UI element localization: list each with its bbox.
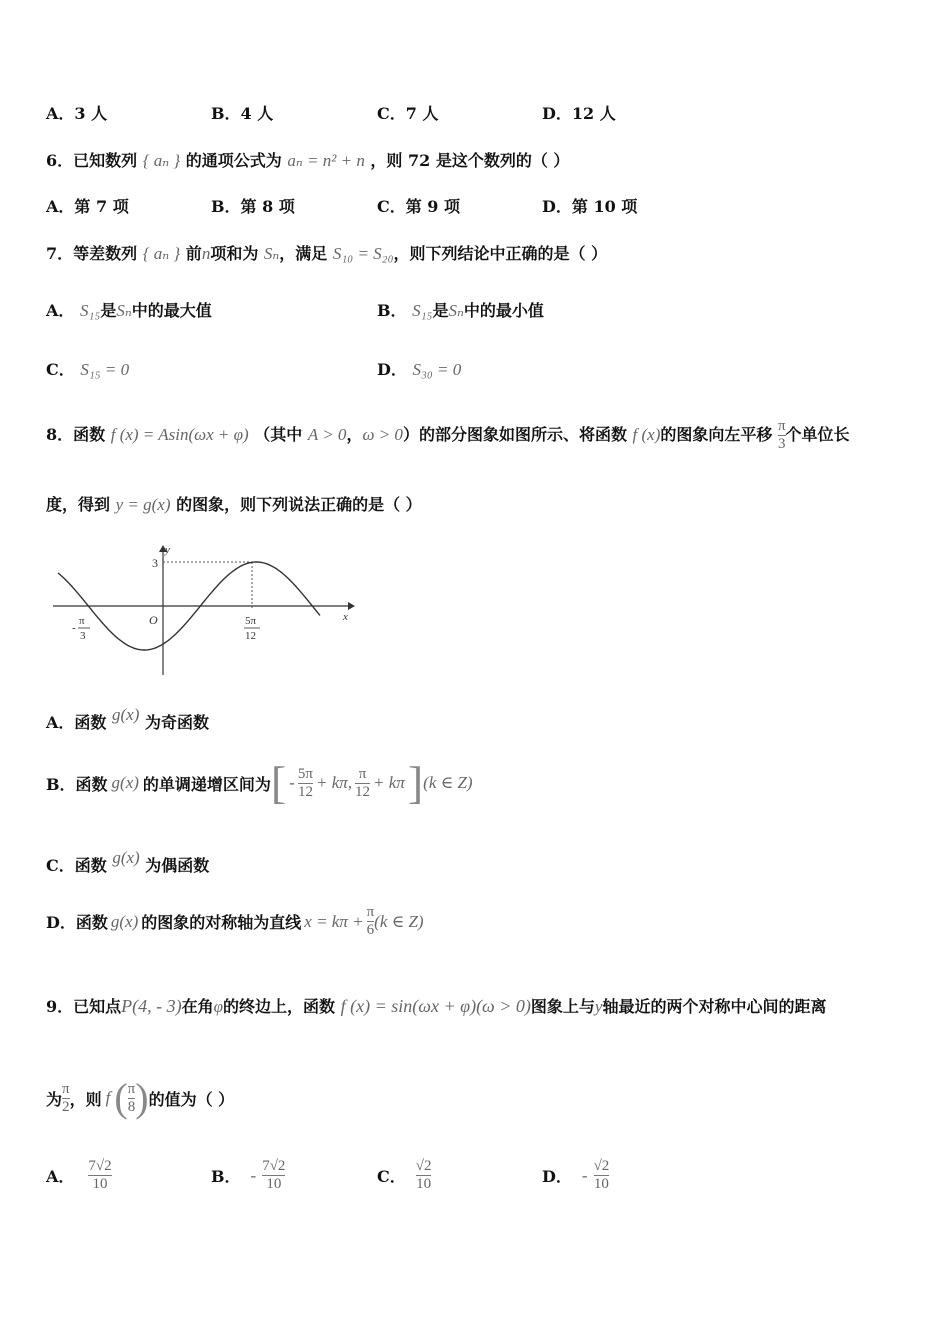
q9-number: 9．已知点 — [46, 997, 122, 1016]
q8-text-2: ）的部分图象如图所示、将函数 — [402, 425, 627, 444]
q8-option-a-label: A．函数 — [46, 713, 107, 732]
q9-phi: φ — [213, 997, 224, 1016]
q7-option-d-math: S₃₀ = 0 — [412, 360, 462, 379]
q7-text-1: 前 — [185, 244, 202, 263]
q6-number: 6．已知数列 — [46, 151, 138, 170]
q9-text-3: 图象上与 — [530, 997, 595, 1016]
q5-option-a: A．3 人 — [46, 104, 108, 123]
q7-sequence: { aₙ } — [142, 244, 181, 263]
q7-option-a — [46, 298, 212, 321]
question-6 — [46, 148, 569, 171]
q9-option-c — [377, 1158, 431, 1193]
q6-option-d: D．第 10 项 — [542, 197, 638, 216]
q7-text-3: ，满足 — [279, 244, 328, 263]
q8-option-c-label: C．函数 — [46, 856, 107, 875]
q8-option-d-label: D．函数 — [46, 913, 108, 932]
q8-option-b-f2-den: 12 — [355, 783, 371, 800]
q8-option-b-label: B．函数 — [46, 774, 108, 794]
q9-function: f (x) = sin(ωx + φ)(ω > 0) — [340, 996, 531, 1016]
q9-line2-b: ，则 — [69, 1089, 102, 1109]
q9-option-d-den: 10 — [593, 1176, 609, 1192]
q9-line2-c: 的值为（ ） — [148, 1089, 235, 1109]
q8-option-d-k: (k ∈ Z) — [374, 911, 424, 931]
q8-option-d-fraction — [367, 904, 375, 939]
q5-option-d: D．12 人 — [542, 104, 616, 123]
q8-text-3: 的图象向左平移 — [660, 425, 773, 444]
q6-formula: aₙ = n² + n — [287, 151, 365, 170]
q8-option-b — [46, 757, 473, 808]
graph-pos-tick-den: 12 — [245, 630, 256, 642]
q8-option-b-minus: - — [289, 773, 295, 792]
q8-function-graph — [48, 540, 358, 680]
graph-neg-tick-sign: - — [72, 622, 76, 634]
q6-sequence: { aₙ } — [142, 151, 181, 170]
q8-text-1: （其中 — [254, 425, 303, 444]
q9-arg-num: π — [127, 1080, 136, 1097]
q9-text-2: 的终边上，函数 — [223, 997, 336, 1016]
q8-shift-fraction — [778, 418, 786, 453]
q9-option-d — [542, 1158, 609, 1193]
q9-option-a-label: A． — [46, 1167, 75, 1186]
q7-sn: Sₙ — [263, 244, 280, 263]
q8-comma: ， — [346, 425, 363, 444]
q9-d-num: π — [62, 1080, 70, 1097]
q9-option-b-num: 7√2 — [262, 1158, 286, 1174]
q8-line2-b: 的图象，则下列说法正确的是（ ） — [176, 495, 422, 514]
left-paren-icon: ( — [114, 1075, 128, 1120]
q7-option-d-label: D． — [377, 360, 407, 379]
q8-option-b-f1-num: 5π — [297, 765, 313, 782]
question-8-line-2 — [46, 492, 422, 515]
q9-option-a — [46, 1158, 112, 1193]
q9-option-c-fraction — [416, 1158, 432, 1193]
q9-option-b-label: B． — [211, 1167, 241, 1186]
right-bracket-icon: ] — [407, 757, 424, 808]
q8-option-a-text: 为奇函数 — [144, 713, 209, 732]
q8-option-b-g: g(x) — [111, 773, 139, 792]
q8-option-b-fraction-2 — [355, 766, 370, 801]
question-9-line-2 — [46, 1075, 235, 1120]
q7-number: 7．等差数列 — [46, 244, 138, 263]
q9-text-4: 轴最近的两个对称中心间的距离 — [602, 997, 827, 1016]
q9-point: P(4, - 3) — [121, 996, 182, 1016]
q8-cond-a: A > 0 — [307, 425, 347, 444]
q8-option-b-k: (k ∈ Z) — [423, 773, 473, 792]
q9-option-d-num: √2 — [593, 1158, 610, 1174]
q7-option-d — [377, 357, 461, 380]
left-bracket-icon: [ — [270, 757, 287, 808]
q7-option-c — [46, 357, 129, 380]
question-8-line-1 — [46, 418, 850, 453]
q5-option-c: C．7 人 — [377, 104, 439, 123]
q8-text-4: 个单位长 — [785, 425, 850, 444]
q8-number: 8．函数 — [46, 425, 106, 444]
q9-f: f — [105, 1088, 111, 1107]
q7-option-c-label: C． — [46, 360, 75, 379]
q7-option-c-math: S₁₅ = 0 — [80, 360, 130, 379]
q7-text-2: 项和为 — [210, 244, 259, 263]
graph-origin: O — [149, 613, 158, 627]
q5-option-b: B．4 人 — [211, 104, 274, 123]
q9-option-b — [211, 1158, 285, 1193]
graph-neg-tick-den: 3 — [80, 630, 86, 642]
q6-option-c: C．第 9 项 — [377, 197, 461, 216]
question-7 — [46, 241, 607, 264]
graph-pos-tick-num: 5π — [245, 615, 257, 627]
right-paren-icon: ) — [135, 1075, 149, 1120]
q8-option-a — [46, 705, 209, 733]
q7-option-a-s15: S₁₅ — [80, 301, 101, 320]
q8-option-d-g: g(x) — [110, 911, 139, 931]
question-9-line-1 — [46, 994, 826, 1017]
q8-option-c — [46, 848, 210, 876]
q9-option-a-den: 10 — [92, 1176, 108, 1192]
q8-option-d-text: 的图象的对称轴为直线 — [141, 913, 302, 932]
q8-function: f (x) = Asin(ωx + φ) — [110, 425, 249, 444]
q9-option-a-num: 7√2 — [88, 1158, 112, 1174]
q8-cond-omega: ω > 0 — [362, 425, 403, 444]
q7-condition: S₁₀ = S₂₀ — [332, 244, 394, 263]
q7-option-b-sn: Sₙ — [448, 301, 464, 320]
q9-y: y — [594, 997, 603, 1016]
graph-x-label: x — [343, 611, 348, 623]
q9-text-1: 在角 — [181, 997, 214, 1016]
q9-option-d-sign: - — [581, 1165, 588, 1185]
q8-option-b-text: 的单调递增区间为 — [142, 774, 271, 794]
q6-option-b: B．第 8 项 — [211, 197, 295, 216]
q9-arg-fraction — [128, 1081, 136, 1116]
q7-option-b-text: 中的最小值 — [463, 301, 544, 320]
q8-option-b-f2-num: π — [358, 765, 367, 782]
q7-option-b-label: B． — [377, 301, 407, 320]
q9-d-den: 2 — [62, 1098, 70, 1115]
q8-shift-num: π — [777, 418, 786, 434]
q8-option-c-g: g(x) — [112, 848, 140, 867]
q8-fx: f (x) — [632, 425, 661, 444]
q8-option-b-mid: + kπ, — [316, 773, 353, 792]
q8-option-a-g: g(x) — [112, 705, 140, 724]
q8-option-c-text: 为偶函数 — [145, 856, 210, 875]
q7-option-b — [377, 298, 544, 321]
q6-tail: ，则 72 是这个数列的（ ） — [370, 151, 570, 170]
q9-option-d-fraction — [594, 1158, 610, 1193]
q9-arg-den: 8 — [127, 1098, 136, 1115]
q9-line2-a: 为 — [46, 1089, 63, 1109]
q9-option-d-label: D． — [542, 1167, 572, 1186]
q7-option-a-sn: Sₙ — [116, 301, 132, 320]
q8-option-d-eq: x = kπ + — [304, 911, 364, 931]
q8-option-d — [46, 904, 424, 939]
q8-g-function: y = g(x) — [115, 495, 171, 514]
q9-option-c-num: √2 — [415, 1158, 432, 1174]
q7-text-4: ，则下列结论中正确的是（ ） — [393, 244, 608, 263]
q8-option-d-f-num: π — [366, 904, 375, 920]
q9-option-b-fraction — [262, 1158, 285, 1193]
q9-option-b-den: 10 — [266, 1176, 282, 1192]
x-axis-arrow — [348, 602, 355, 610]
q7-n: n — [201, 244, 211, 263]
q9-option-a-fraction — [88, 1158, 111, 1193]
graph-y-label: y — [165, 544, 170, 556]
q8-shift-den: 3 — [778, 436, 786, 452]
q7-option-b-s15: S₁₅ — [412, 301, 433, 320]
q8-line2-a: 度，得到 — [46, 495, 111, 514]
graph-y-tick-3: 3 — [152, 556, 158, 570]
q8-option-b-end: + kπ — [373, 773, 405, 792]
q7-option-a-label: A． — [46, 301, 75, 320]
q7-option-a-is: 是 — [100, 301, 117, 320]
q9-option-b-sign: - — [250, 1165, 257, 1185]
q9-option-c-den: 10 — [416, 1176, 432, 1192]
q9-option-c-label: C． — [377, 1167, 406, 1186]
q8-option-d-f-den: 6 — [366, 922, 375, 938]
q9-distance-fraction — [62, 1081, 70, 1116]
q6-text: 的通项公式为 — [185, 151, 282, 170]
q7-option-b-is: 是 — [432, 301, 449, 320]
q7-option-a-text: 中的最大值 — [131, 301, 212, 320]
q6-option-a: A．第 7 项 — [46, 197, 129, 216]
graph-neg-tick-num: π — [79, 615, 85, 627]
q8-option-b-f1-den: 12 — [297, 783, 313, 800]
q8-option-b-fraction-1 — [298, 766, 313, 801]
